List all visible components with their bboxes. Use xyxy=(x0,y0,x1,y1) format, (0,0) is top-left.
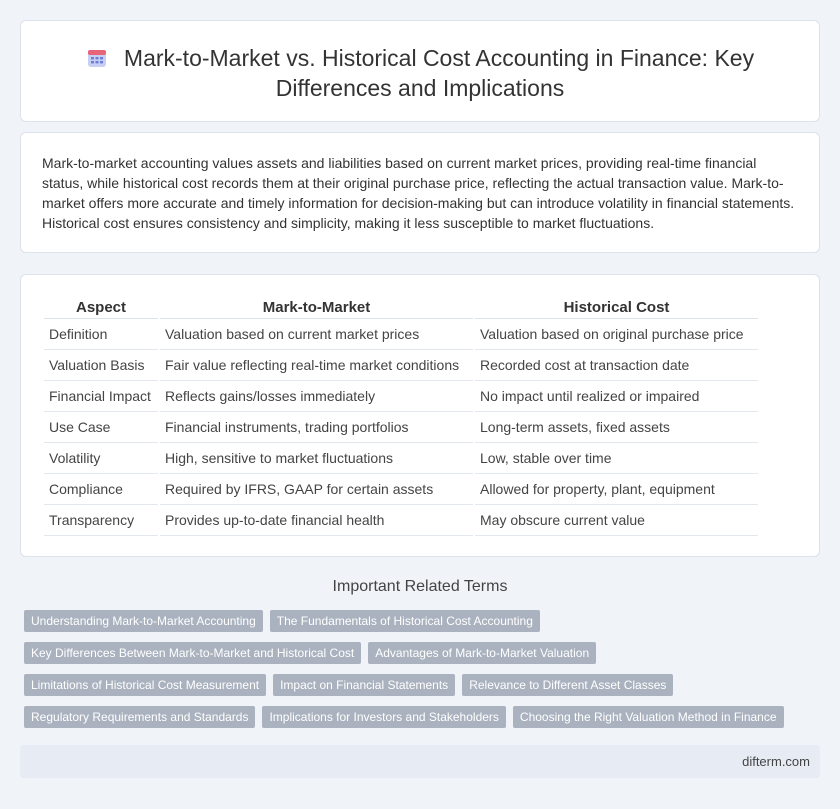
table-row xyxy=(44,474,758,505)
table-row xyxy=(44,350,758,381)
summary-card xyxy=(20,132,820,253)
cell-mark-to-market: Financial instruments, trading portfolios xyxy=(160,412,473,443)
cell-aspect: Definition xyxy=(44,319,158,350)
cell-historical-cost: Low, stable over time xyxy=(475,443,758,474)
cell-historical-cost: Recorded cost at transaction date xyxy=(475,350,758,381)
related-terms-title: Important Related Terms xyxy=(332,578,508,595)
cell-mark-to-market: Valuation based on current market prices xyxy=(160,319,473,350)
header-mark-to-market: Mark-to-Market xyxy=(160,295,473,319)
table-header-row xyxy=(44,295,758,319)
comparison-table xyxy=(42,295,760,536)
tag-row xyxy=(24,642,824,664)
cell-mark-to-market: Provides up-to-date financial health xyxy=(160,505,473,536)
summary-text: Mark-to-market accounting values assets and liabilities based on current market prices, providing real-time financial status, while historical cost records them at their original purchase price, reflecting the actual transaction value. Mark-to-market offers more accurate and timely information for decision-making but can introduce volatility in financial statements. Historical cost ensures consistency and simplicity, making it less susceptible to market fluctuations. xyxy=(42,155,795,231)
related-term-tag[interactable]: Regulatory Requirements and Standards xyxy=(24,706,255,728)
cell-aspect: Valuation Basis xyxy=(44,350,158,381)
cell-aspect: Transparency xyxy=(44,505,158,536)
related-term-tag[interactable]: Understanding Mark-to-Market Accounting xyxy=(24,610,263,632)
table-row xyxy=(44,443,758,474)
related-term-tag[interactable]: Implications for Investors and Stakeholders xyxy=(262,706,505,728)
footer-site-link[interactable]: difterm.com xyxy=(742,754,810,769)
title-card xyxy=(20,20,820,122)
calendar-icon xyxy=(86,47,108,69)
cell-historical-cost: Valuation based on original purchase price xyxy=(475,319,758,350)
related-term-tag[interactable]: Impact on Financial Statements xyxy=(273,674,455,696)
related-term-tag[interactable]: The Fundamentals of Historical Cost Accounting xyxy=(270,610,540,632)
header-historical-cost: Historical Cost xyxy=(475,295,758,319)
tag-row xyxy=(24,674,824,696)
table-row xyxy=(44,381,758,412)
tag-row xyxy=(24,706,824,728)
cell-historical-cost: No impact until realized or impaired xyxy=(475,381,758,412)
page-title: Mark-to-Market vs. Historical Cost Accounting in Finance: Key Differences and Implications xyxy=(123,45,755,101)
cell-mark-to-market: High, sensitive to market fluctuations xyxy=(160,443,473,474)
page-title-wrap xyxy=(61,43,779,103)
related-term-tag[interactable]: Key Differences Between Mark-to-Market and Historical Cost xyxy=(24,642,361,664)
related-term-tag[interactable]: Relevance to Different Asset Classes xyxy=(462,674,673,696)
cell-mark-to-market: Required by IFRS, GAAP for certain assets xyxy=(160,474,473,505)
cell-historical-cost: May obscure current value xyxy=(475,505,758,536)
cell-aspect: Volatility xyxy=(44,443,158,474)
table-row xyxy=(44,412,758,443)
cell-aspect: Use Case xyxy=(44,412,158,443)
related-term-tag[interactable]: Advantages of Mark-to-Market Valuation xyxy=(368,642,596,664)
comparison-card xyxy=(20,274,820,557)
table-row xyxy=(44,505,758,536)
cell-historical-cost: Long-term assets, fixed assets xyxy=(475,412,758,443)
related-term-tag[interactable]: Choosing the Right Valuation Method in Finance xyxy=(513,706,784,728)
cell-mark-to-market: Reflects gains/losses immediately xyxy=(160,381,473,412)
cell-aspect: Compliance xyxy=(44,474,158,505)
footer xyxy=(20,745,820,778)
cell-historical-cost: Allowed for property, plant, equipment xyxy=(475,474,758,505)
header-aspect: Aspect xyxy=(44,295,158,319)
cell-mark-to-market: Fair value reflecting real-time market conditions xyxy=(160,350,473,381)
related-term-tag[interactable]: Limitations of Historical Cost Measurement xyxy=(24,674,266,696)
cell-aspect: Financial Impact xyxy=(44,381,158,412)
tag-row xyxy=(24,610,824,632)
related-terms-list xyxy=(24,610,824,738)
table-row xyxy=(44,319,758,350)
